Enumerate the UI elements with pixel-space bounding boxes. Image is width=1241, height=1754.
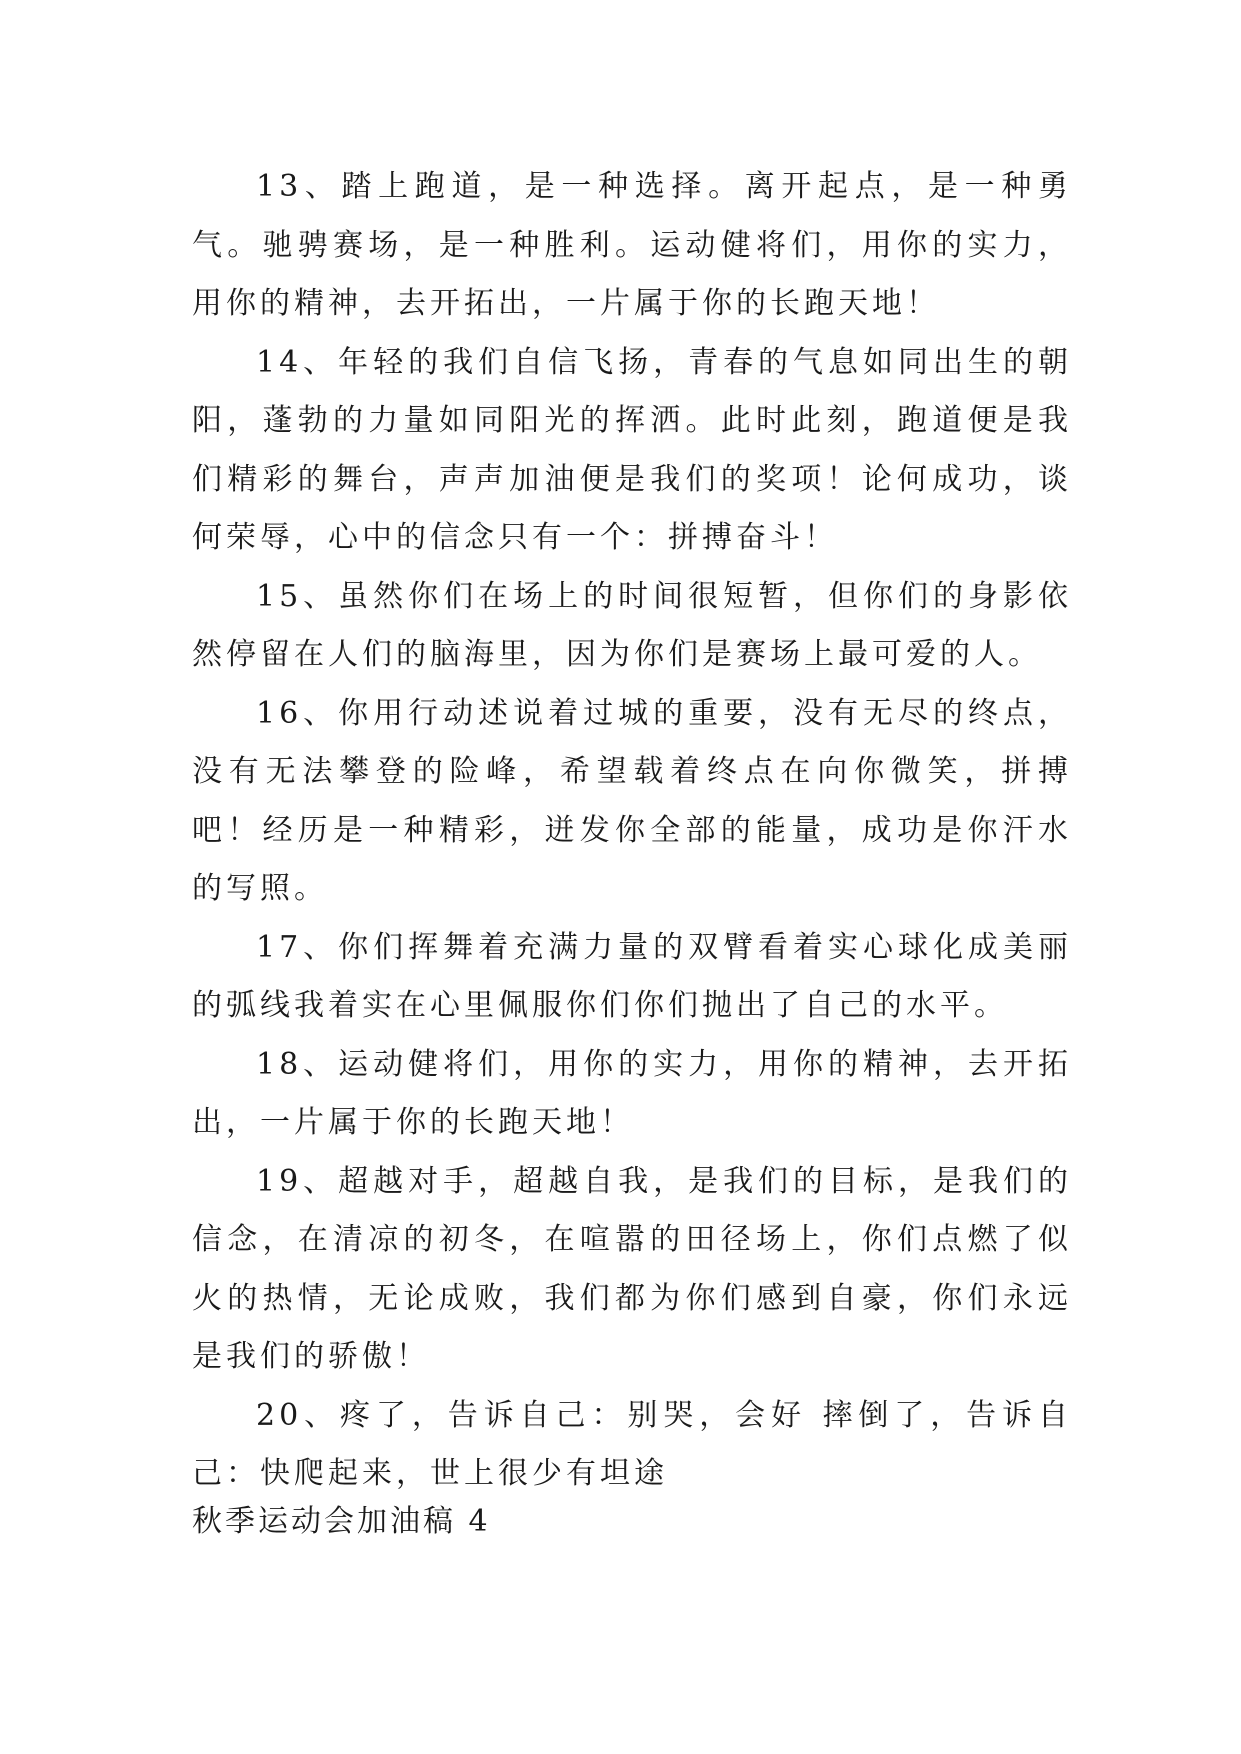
paragraph-18: 18、运动健将们，用你的实力，用你的精神，去开拓出，一片属于你的长跑天地！ (192, 1046, 1072, 1140)
section-heading: 秋季运动会加油稿 4 (192, 1504, 491, 1539)
paragraph-16: 16、你用行动述说着过城的重要，没有无尽的终点，没有无法攀登的险峰，希望载着终点在向你微笑，拼搏吧！经历是一种精彩，迸发你全部的能量，成功是你汗水的写照。 (192, 695, 1072, 906)
paragraph-19: 19、超越对手，超越自我，是我们的目标，是我们的信念，在清凉的初冬，在喧嚣的田径场上，你们点燃了似火的热情，无论成败，我们都为你们感到自豪，你们永远是我们的骄傲！ (192, 1163, 1072, 1374)
paragraph-14: 14、年轻的我们自信飞扬，青春的气息如同出生的朝阳，蓬勃的力量如同阳光的挥洒。此时此刻，跑道便是我们精彩的舞台，声声加油便是我们的奖项！论何成功，谈何荣辱，心中的信念只有一个：拼搏奋斗！ (192, 344, 1072, 555)
paragraph-15: 15、虽然你们在场上的时间很短暂，但你们的身影依然停留在人们的脑海里，因为你们是赛场上最可爱的人。 (192, 578, 1072, 672)
paragraph-20: 20、疼了，告诉自己：别哭，会好 摔倒了，告诉自己：快爬起来，世上很少有坦途 (192, 1397, 1072, 1491)
paragraph-17: 17、你们挥舞着充满力量的双臂看着实心球化成美丽的弧线我着实在心里佩服你们你们抛出了自己的水平。 (192, 929, 1072, 1023)
document-body (192, 158, 1072, 1504)
paragraph-13: 13、踏上跑道，是一种选择。离开起点，是一种勇气。驰骋赛场，是一种胜利。运动健将们，用你的实力，用你的精神，去开拓出，一片属于你的长跑天地！ (192, 169, 1072, 321)
